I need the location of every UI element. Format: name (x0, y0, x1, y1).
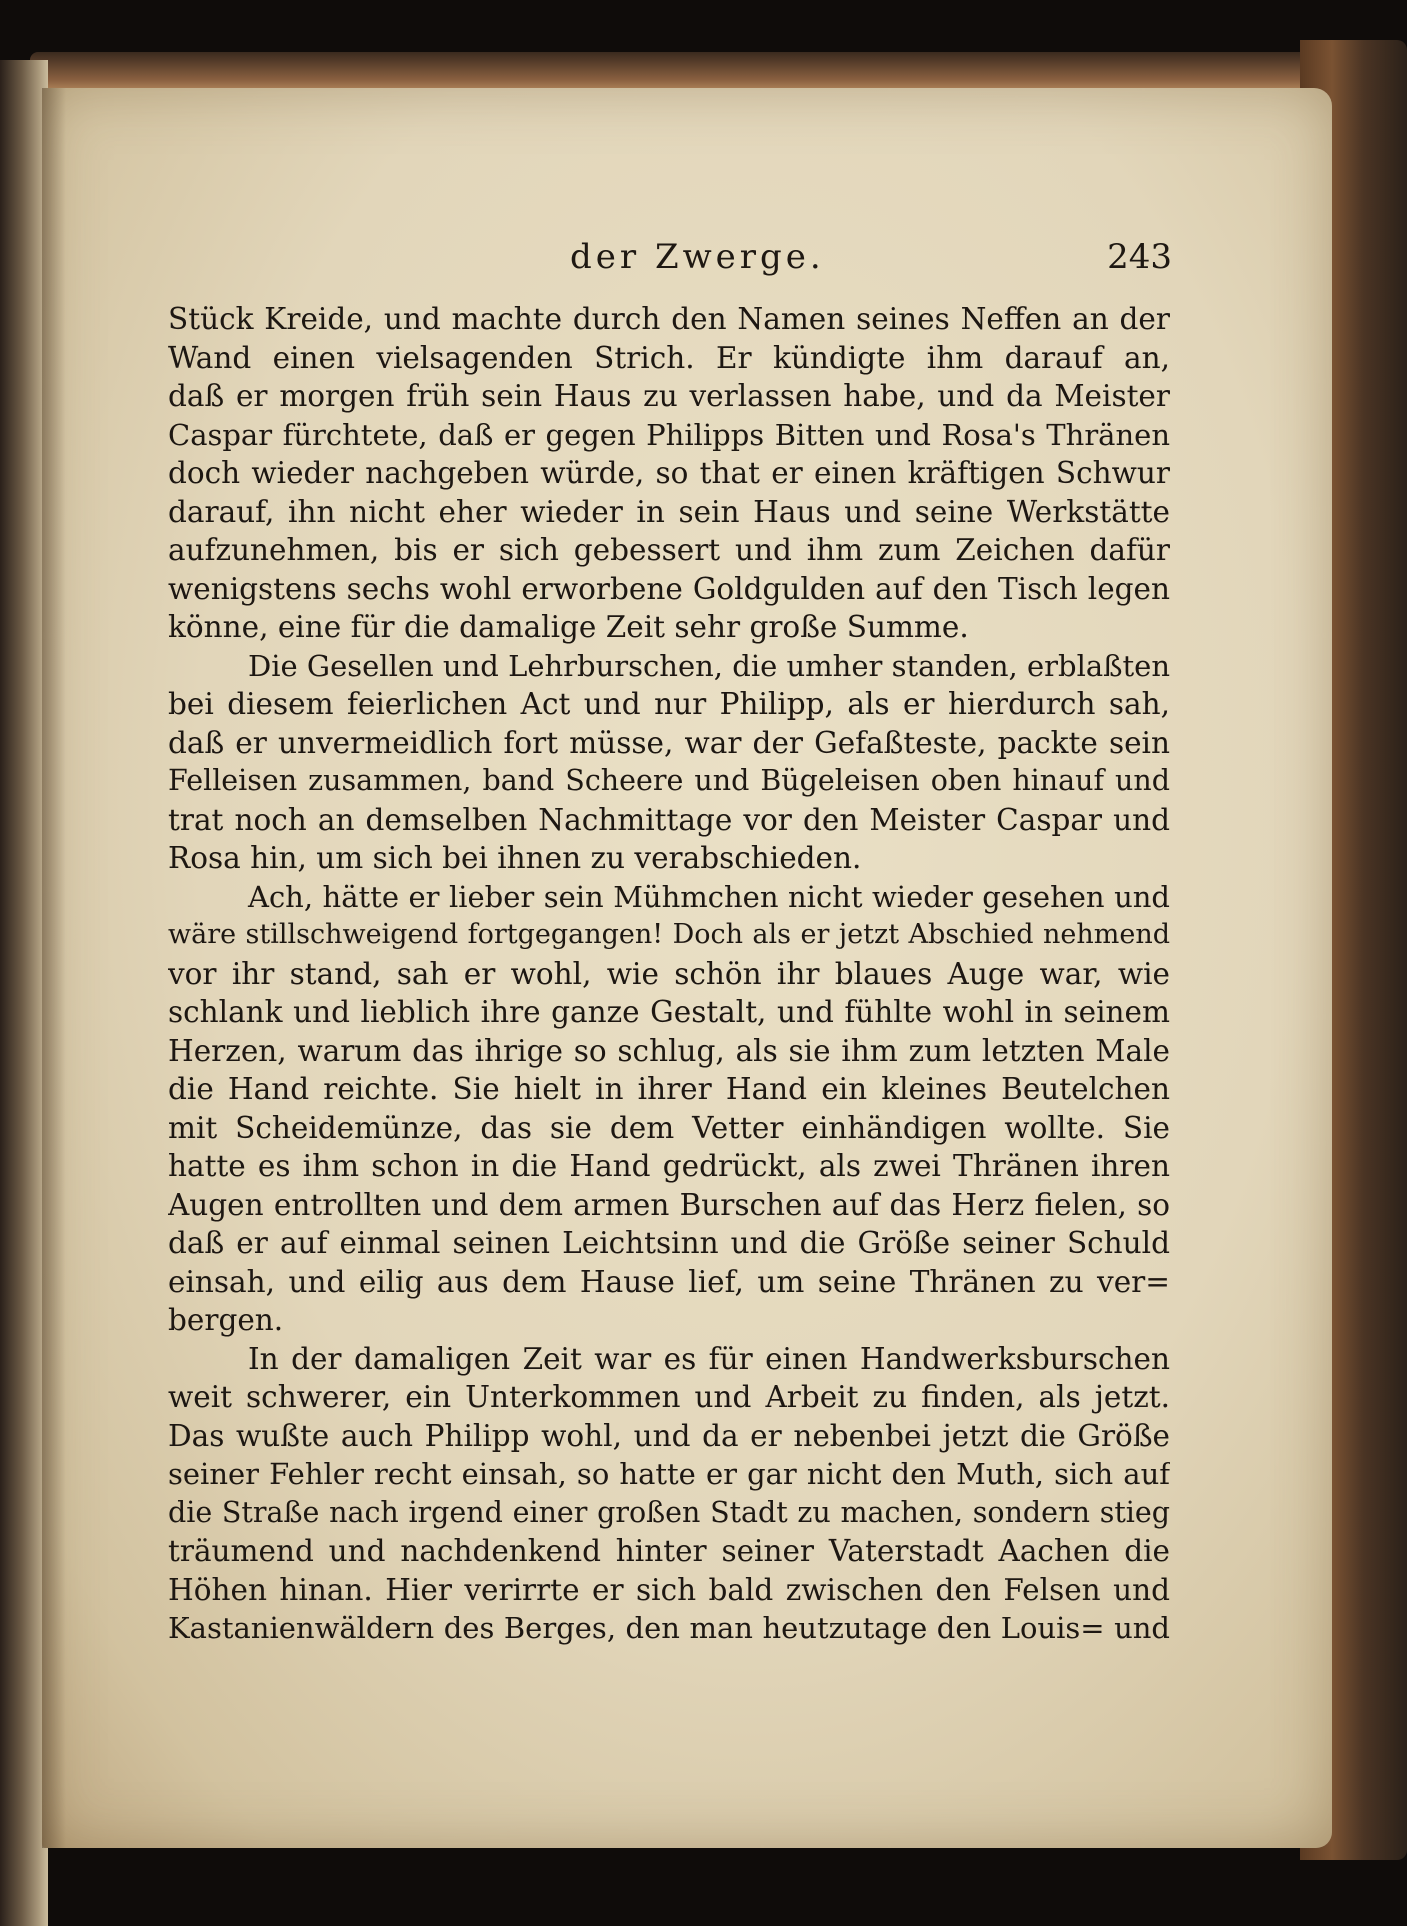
text-line: Augen entrollten und dem armen Burschen auf das Herz fielen, so (168, 1187, 1170, 1222)
page-number: 243 (1107, 237, 1172, 277)
text-line: Ach, hätte er lieber sein Mühmchen nicht wieder gesehen und (248, 879, 1170, 914)
body-text (168, 300, 1170, 1648)
text-line: trat noch an demselben Nachmittage vor den Meister Caspar und (168, 802, 1170, 837)
text-line: Herzen, warum das ihrige so schlug, als sie ihm zum letzten Male (168, 1033, 1170, 1068)
text-line: bei diesem feierlichen Act und nur Philipp, als er hierdurch sah, (168, 687, 1170, 721)
text-line: vor ihr stand, sah er wohl, wie schön ihr blaues Auge war, wie (168, 956, 1170, 991)
text-line: könne, eine für die damalige Zeit sehr große Summe. (168, 610, 969, 644)
text-line: seiner Fehler recht einsah, so hatte er gar nicht den Muth, sich auf (168, 1457, 1170, 1491)
text-line: einsah, und eilig aus dem Hause lief, um seine Thränen zu ver= (168, 1264, 1170, 1299)
page-header (0, 232, 1407, 282)
text-line: darauf, ihn nicht eher wieder in sein Haus und seine Werkstätte (168, 494, 1170, 529)
text-line: Felleisen zusammen, band Scheere und Bügeleisen oben hinauf und (168, 764, 1170, 797)
text-line: mit Scheidemünze, das sie dem Vetter einhändigen wollte. Sie (168, 1110, 1170, 1145)
running-head: der Zwerge. (570, 237, 825, 277)
text-line: die Hand reichte. Sie hielt in ihrer Hand ein kleines Beutelchen (168, 1072, 1170, 1106)
text-line: Das wußte auch Philipp wohl, und da er nebenbei jetzt die Größe (168, 1418, 1170, 1453)
book-binding (0, 60, 48, 1926)
text-line: aufzunehmen, bis er sich gebessert und ihm zum Zeichen dafür (168, 533, 1170, 567)
text-line: Höhen hinan. Hier verirrte er sich bald zwischen den Felsen und (168, 1572, 1170, 1607)
text-line: daß er morgen früh sein Haus zu verlassen habe, und da Meister (168, 379, 1170, 413)
text-line: doch wieder nachgeben würde, so that er einen kräftigen Schwur (168, 456, 1170, 490)
text-line: träumend und nachdenkend hinter seiner Vaterstadt Aachen die (168, 1534, 1170, 1568)
text-line: weit schwerer, ein Unterkommen und Arbeit zu finden, als jetzt. (168, 1380, 1170, 1414)
text-line: die Straße nach irgend einer großen Stadt zu machen, sondern stieg (168, 1495, 1170, 1529)
text-line: schlank und lieblich ihre ganze Gestalt, und fühlte wohl in seinem (168, 995, 1170, 1029)
text-line: In der damaligen Zeit war es für einen Handwerksburschen (248, 1341, 1170, 1376)
page-gutter-shadow (42, 88, 66, 1848)
text-line: Rosa hin, um sich bei ihnen zu verabschieden. (168, 841, 862, 875)
text-line: Die Gesellen und Lehrburschen, die umher standen, erblaßten (248, 648, 1170, 683)
text-line: wenigstens sechs wohl erworbene Goldgulden auf den Tisch legen (168, 571, 1170, 606)
text-line: wäre stillschweigend fortgegangen! Doch als er jetzt Abschied nehmend (168, 919, 1170, 950)
text-line: hatte es ihm schon in die Hand gedrückt, als zwei Thränen ihren (168, 1149, 1170, 1183)
text-line: daß er unvermeidlich fort müsse, war der Gefaßteste, packte sein (168, 725, 1170, 760)
text-line: Stück Kreide, und machte durch den Namen seines Neffen an der (168, 302, 1170, 336)
text-line: daß er auf einmal seinen Leichtsinn und die Größe seiner Schuld (168, 1226, 1170, 1260)
text-line: Wand einen vielsagenden Strich. Er kündigte ihm darauf an, (168, 340, 1170, 375)
text-line: Caspar fürchtete, daß er gegen Philipps Bitten und Rosa's Thränen (168, 417, 1170, 452)
text-line: bergen. (168, 1303, 284, 1337)
book-cover-top-edge (30, 52, 1350, 92)
text-line: Kastanienwäldern des Berges, den man heutzutage den Louis= und (168, 1611, 1170, 1645)
